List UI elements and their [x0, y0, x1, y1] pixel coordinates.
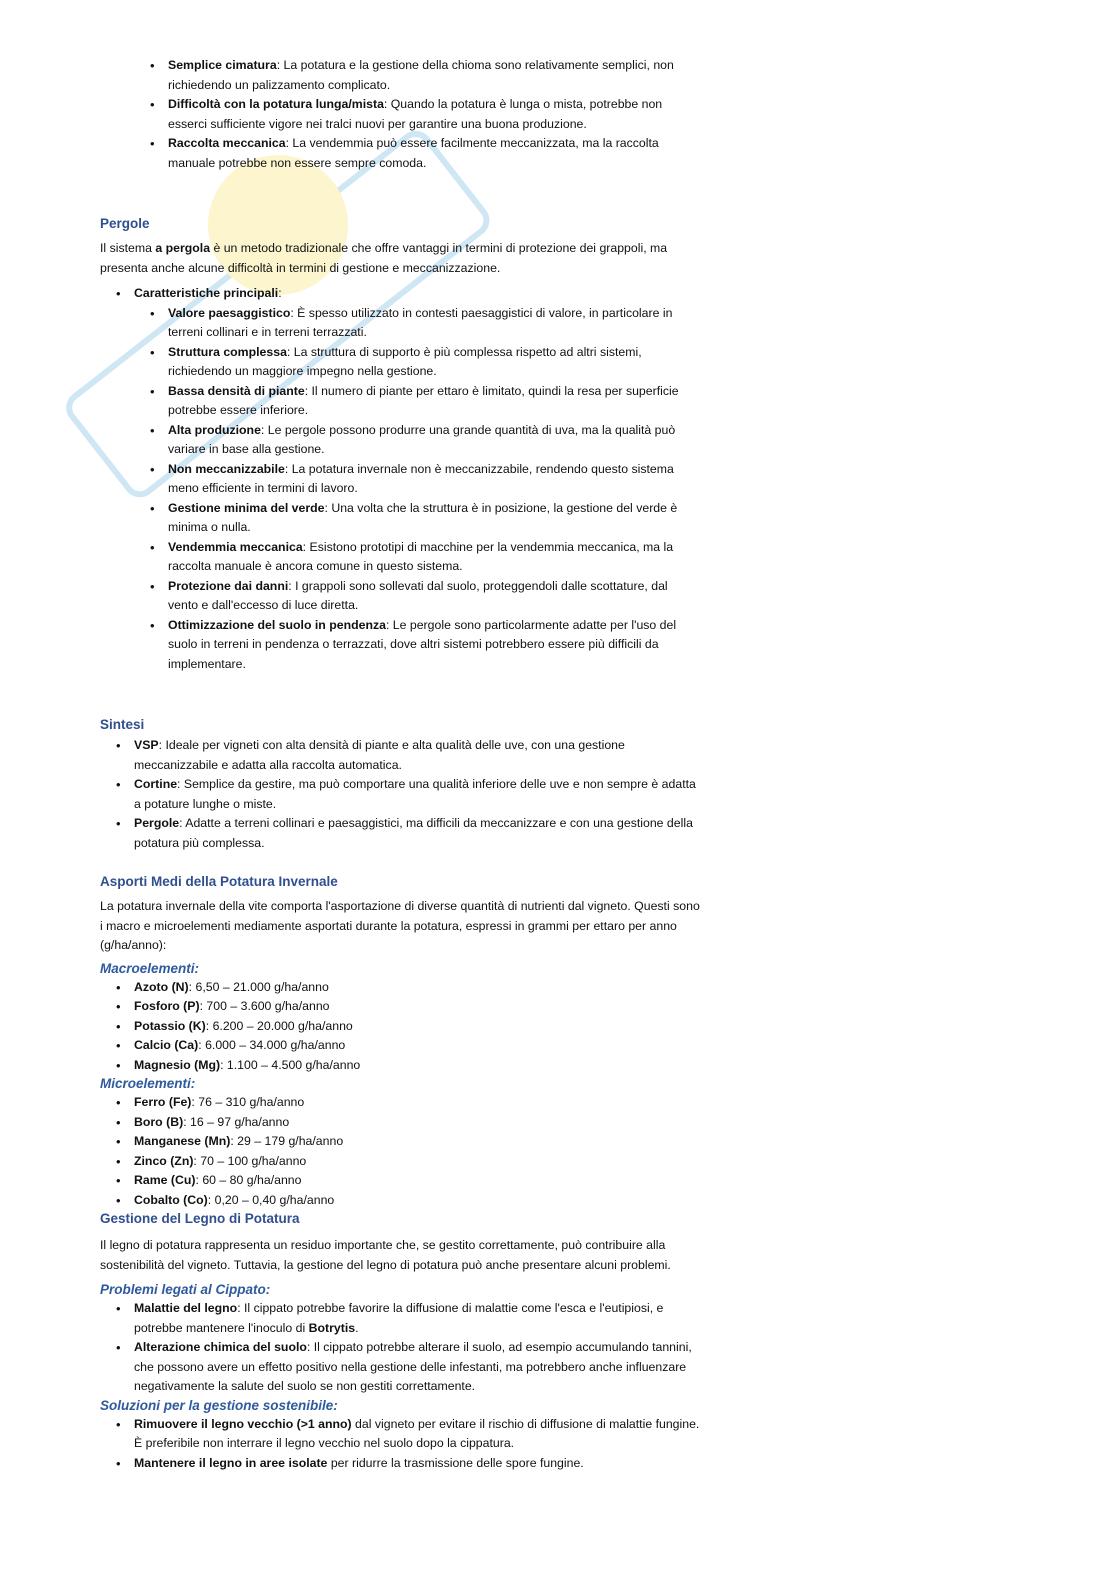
list-item: • Zinco (Zn): 70 – 100 g/ha/anno — [134, 1152, 700, 1172]
list-item: • Semplice cimatura: La potatura e la gestione della chioma sono relativamente semplici, non richiedendo un palizzamento complicato. — [168, 56, 700, 95]
list-item: • Gestione minima del verde: Una volta che la struttura è in posizione, la gestione del verde è minima o nulla. — [168, 499, 700, 538]
micro-list — [134, 1093, 700, 1210]
section-heading-asporti: Asporti Medi della Potatura Invernale — [100, 874, 338, 889]
subheading-macroelementi: Macroelementi: — [100, 960, 200, 976]
subheading-microelementi: Microelementi: — [100, 1076, 196, 1091]
list-item: • Fosforo (P): 700 – 3.600 g/ha/anno — [134, 997, 700, 1017]
list-item: • Cobalto (Co): 0,20 – 0,40 g/ha/anno — [134, 1191, 700, 1211]
pergole-list — [134, 284, 700, 304]
list-item: • Caratteristiche principali: — [134, 284, 700, 304]
list-item: • Difficoltà con la potatura lunga/mista: Quando la potatura è lunga o mista, potrebbe non esserci sufficiente vigore nei tralci nuovi per garantire una buona produzione. — [168, 95, 700, 134]
subheading-problemi: Problemi legati al Cippato: — [100, 1282, 271, 1297]
list-item: • Ferro (Fe): 76 – 310 g/ha/anno — [134, 1093, 700, 1113]
list-item: • Raccolta meccanica: La vendemmia può essere facilmente meccanizzata, ma la raccolta manuale potrebbe non essere sempre comoda. — [168, 134, 700, 173]
list-item: • Rimuovere il legno vecchio (>1 anno) dal vigneto per evitare il rischio di diffusione di malattie fungine. È preferibile non interrare il legno vecchio nel suolo dopo la cippatura. — [134, 1415, 700, 1454]
section-heading-legno: Gestione del Legno di Potatura — [100, 1211, 300, 1226]
soluzioni-list — [134, 1415, 700, 1474]
asporti-intro: La potatura invernale della vite comporta l'asportazione di diverse quantità di nutrienti dal vigneto. Questi sono i macro e microelementi mediamente asportati durante la potatura, espressi in grammi per ettaro per anno (g/ha/anno): — [100, 899, 700, 952]
list-item: • Vendemmia meccanica: Esistono prototipi di macchine per la vendemmia meccanica, ma la raccolta manuale è ancora comune in questo sistema. — [168, 538, 700, 577]
list-item: • VSP: Ideale per vigneti con alta densità di piante e alta qualità delle uve, con una gestione meccanizzabile e adatta alla raccolta automatica. — [134, 736, 700, 775]
intro-list — [168, 56, 700, 173]
pergole-intro: Il sistema a pergola è un metodo tradizionale che offre vantaggi in termini di protezione dei grappoli, ma presenta anche alcune difficoltà in termini di gestione e meccanizzazione. — [100, 241, 668, 275]
list-item: • Alterazione chimica del suolo: Il cippato potrebbe alterare il suolo, ad esempio accumulando tannini, che possono avere un effetto positivo nella gestione delle infestanti, ma potrebbero anche influenzare negativamente la salute del suolo se non gestiti correttamente. — [134, 1338, 700, 1397]
list-item: • Rame (Cu): 60 – 80 g/ha/anno — [134, 1171, 700, 1191]
subheading-soluzioni: Soluzioni per la gestione sostenibile: — [100, 1397, 338, 1413]
list-item: • Bassa densità di piante: Il numero di piante per ettaro è limitato, quindi la resa per superficie potrebbe essere inferiore. — [168, 382, 700, 421]
section-heading-sintesi: Sintesi — [100, 717, 145, 732]
list-item: • Ottimizzazione del suolo in pendenza: Le pergole sono particolarmente adatte per l'uso del suolo in terreni in pendenza o terrazzati, dove altri sistemi potrebbero essere più difficili da implementare. — [168, 616, 700, 675]
list-item: • Calcio (Ca): 6.000 – 34.000 g/ha/anno — [134, 1036, 700, 1056]
list-item: • Protezione dai danni: I grappoli sono sollevati dal suolo, proteggendoli dalle scottature, dal vento e dall'eccesso di luce diretta. — [168, 577, 700, 616]
list-item: • Malattie del legno: Il cippato potrebbe favorire la diffusione di malattie come l'esca e l'eutipiosi, e potrebbe mantenere l'inoculo di Botrytis. — [134, 1299, 700, 1338]
list-item: • Alta produzione: Le pergole possono produrre una grande quantità di uva, ma la qualità può variare in base alla gestione. — [168, 421, 700, 460]
section-heading-pergole: Pergole — [100, 216, 150, 231]
list-item: • Mantenere il legno in aree isolate per ridurre la trasmissione delle spore fungine. — [134, 1454, 700, 1474]
list-item: • Azoto (N): 6,50 – 21.000 g/ha/anno — [134, 978, 700, 998]
list-item: • Manganese (Mn): 29 – 179 g/ha/anno — [134, 1132, 700, 1152]
list-item: • Potassio (K): 6.200 – 20.000 g/ha/anno — [134, 1017, 700, 1037]
list-item: • Pergole: Adatte a terreni collinari e paesaggistici, ma difficili da meccanizzare e con una gestione della potatura più complessa. — [134, 814, 700, 853]
list-item: • Magnesio (Mg): 1.100 – 4.500 g/ha/anno — [134, 1056, 700, 1076]
list-item: • Non meccanizzabile: La potatura invernale non è meccanizzabile, rendendo questo sistema meno efficiente in termini di lavoro. — [168, 460, 700, 499]
problemi-list — [134, 1299, 700, 1397]
sintesi-list — [134, 736, 700, 853]
legno-intro: Il legno di potatura rappresenta un residuo importante che, se gestito correttamente, può contribuire alla sostenibilità del vigneto. Tuttavia, la gestione del legno di potatura può anche presentare alcuni problemi. — [100, 1238, 671, 1272]
list-item: • Cortine: Semplice da gestire, ma può comportare una qualità inferiore delle uve e non sempre è adatta a potature lunghe o miste. — [134, 775, 700, 814]
document-content — [100, 56, 700, 1473]
pergole-characteristics-list — [168, 304, 700, 675]
list-item: • Valore paesaggistico: È spesso utilizzato in contesti paesaggistici di valore, in particolare in terreni collinari e in terreni terrazzati. — [168, 304, 700, 343]
list-item: • Struttura complessa: La struttura di supporto è più complessa rispetto ad altri sistemi, richiedendo un maggiore impegno nella gestione. — [168, 343, 700, 382]
macro-list — [134, 978, 700, 1076]
list-item: • Boro (B): 16 – 97 g/ha/anno — [134, 1113, 700, 1133]
